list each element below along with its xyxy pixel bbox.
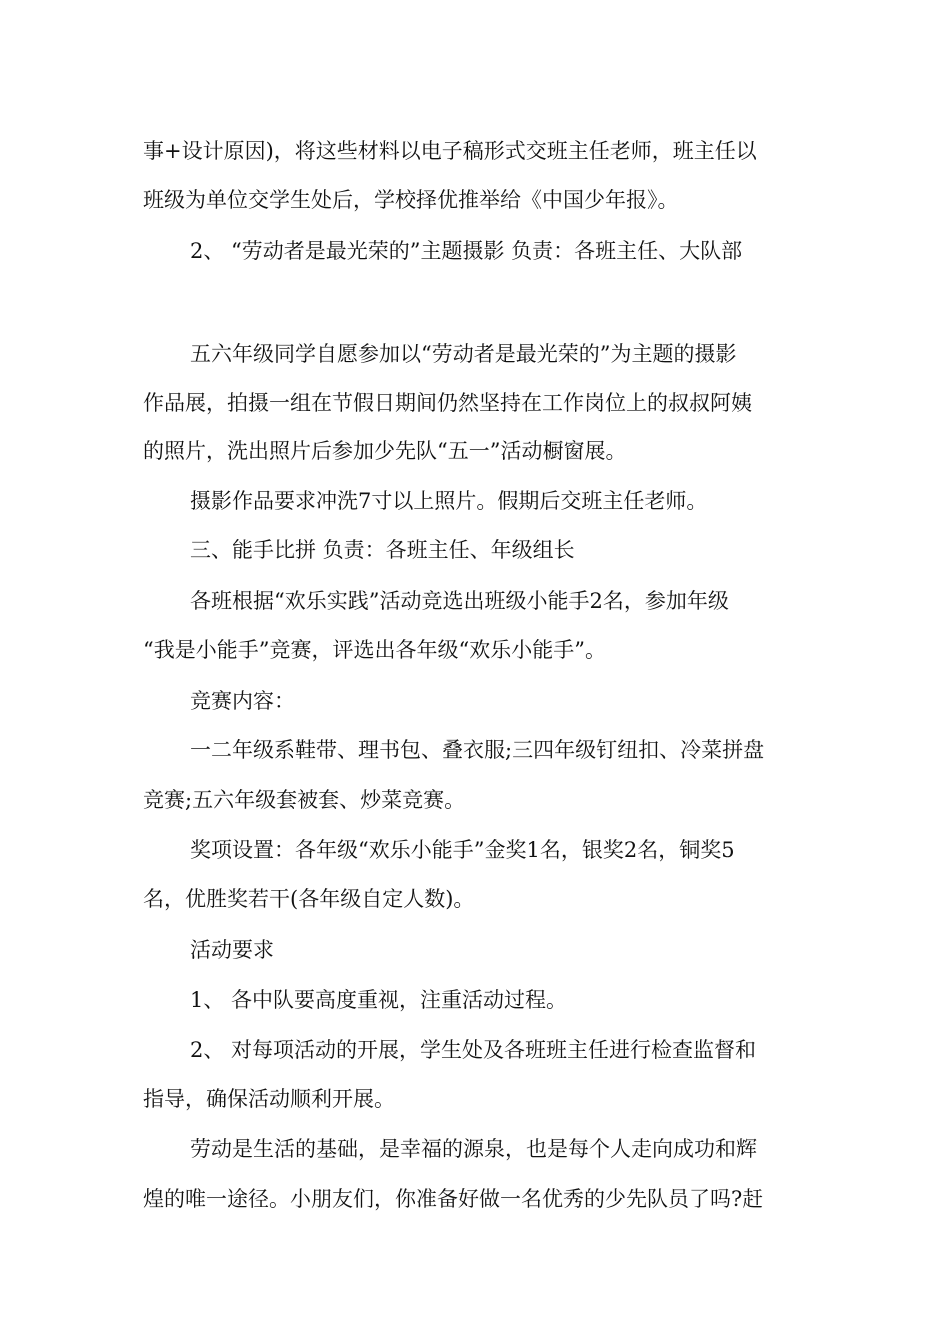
text-line: 作品展，拍摄一组在节假日期间仍然坚持在工作岗位上的叔叔阿姨 bbox=[143, 391, 752, 415]
text-line: 五六年级同学自愿参加以“劳动者是最光荣的”为主题的摄影 bbox=[190, 342, 737, 366]
text-line: 指导，确保活动顺利开展。 bbox=[143, 1087, 395, 1111]
text-line: 班级为单位交学生处后，学校择优推举给《中国少年报》。 bbox=[143, 188, 679, 212]
text-line: 1、 各中队要高度重视，注重活动过程。 bbox=[190, 988, 568, 1012]
text-line: 竞赛;五六年级套被套、炒菜竞赛。 bbox=[143, 788, 466, 812]
text-line: 三、能手比拼 负责：各班主任、年级组长 bbox=[190, 538, 575, 562]
text-line: 奖项设置：各年级“欢乐小能手”金奖1名，银奖2名，铜奖5 bbox=[190, 838, 735, 862]
text-line: 活动要求 bbox=[190, 938, 274, 962]
text-line: 名，优胜奖若干(各年级自定人数)。 bbox=[143, 887, 475, 911]
text-line: “我是小能手”竞赛，评选出各年级“欢乐小能手”。 bbox=[143, 638, 606, 662]
text-line: 2、 “劳动者是最光荣的”主题摄影 负责：各班主任、大队部 bbox=[190, 239, 743, 263]
text-line: 事+设计原因)，将这些材料以电子稿形式交班主任老师，班主任以 bbox=[143, 139, 757, 163]
text-line: 各班根据“欢乐实践”活动竞选出班级小能手2名，参加年级 bbox=[190, 589, 729, 613]
text-line: 煌的唯一途径。小朋友们，你准备好做一名优秀的少先队员了吗?赶 bbox=[143, 1187, 764, 1211]
text-line: 摄影作品要求冲洗7寸以上照片。假期后交班主任老师。 bbox=[190, 489, 708, 513]
text-line: 一二年级系鞋带、理书包、叠衣服;三四年级钉纽扣、冷菜拼盘 bbox=[190, 738, 765, 762]
text-line: 的照片，洗出照片后参加少先队“五一”活动橱窗展。 bbox=[143, 439, 627, 463]
text-line: 2、 对每项活动的开展，学生处及各班班主任进行检查监督和 bbox=[190, 1038, 757, 1062]
text-line: 竞赛内容： bbox=[190, 689, 295, 713]
text-line: 劳动是生活的基础，是幸福的源泉，也是每个人走向成功和辉 bbox=[190, 1137, 757, 1161]
